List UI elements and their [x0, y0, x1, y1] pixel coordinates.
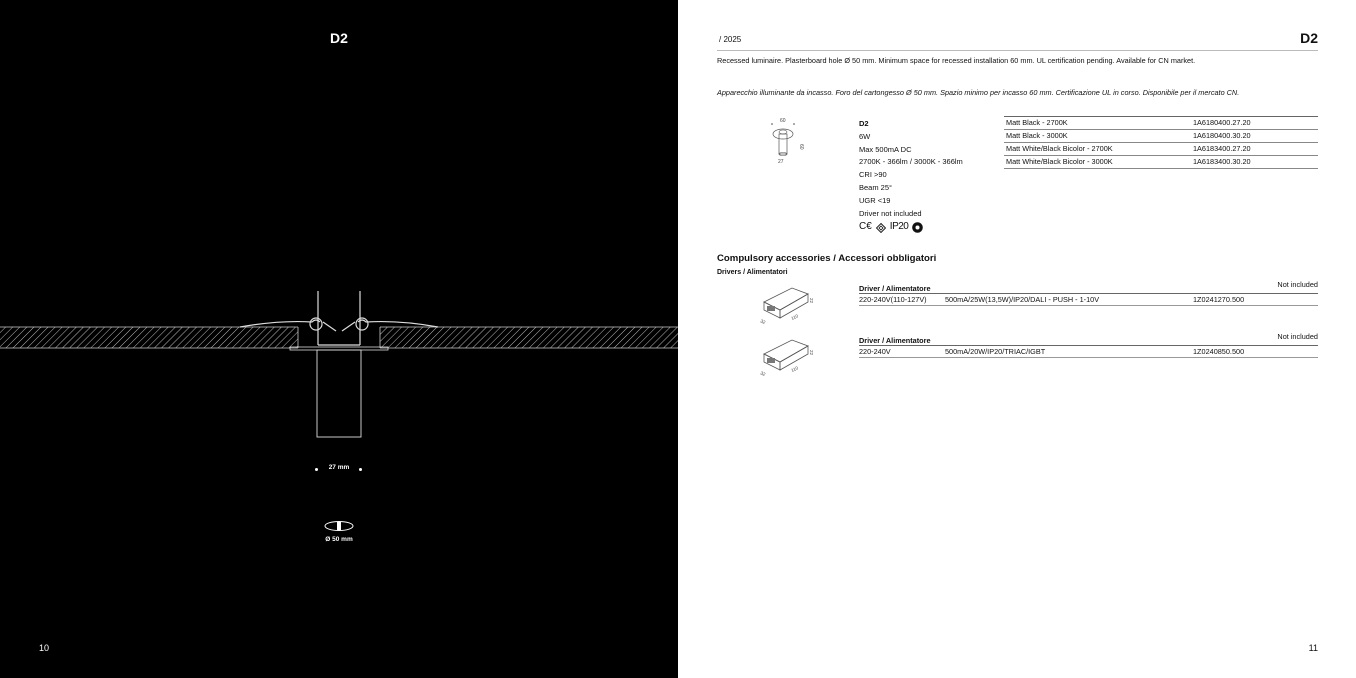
dim-bottom-label: 27: [778, 159, 784, 165]
description-english: Recessed luminaire. Plasterboard hole Ø 50 mm. Minimum space for recessed installation 60 mm. UL certification pending. Available for CN market.: [717, 56, 1196, 65]
driver-header: Driver / Alimentatore: [859, 284, 931, 293]
width-dimension-label: 27 mm: [328, 464, 350, 471]
page-number-left: 10: [39, 643, 50, 653]
driver-header: Driver / Alimentatore: [859, 336, 931, 345]
table-row: Matt Black - 2700K 1A6180400.27.20: [1004, 117, 1318, 130]
table-row: Matt Black - 3000K 1A6180400.30.20: [1004, 130, 1318, 143]
dim-top-label: 60: [780, 118, 786, 124]
spec-lumens: 2700K - 366lm / 3000K - 366lm: [859, 157, 963, 167]
spec-cri: CRI >90: [859, 170, 887, 180]
svg-text:32: 32: [759, 318, 767, 326]
ip20-rating-icon: IP20: [889, 221, 909, 233]
svg-text:22: 22: [809, 350, 814, 356]
ceiling-right-hatch: [380, 327, 678, 348]
driver-table-2: [859, 332, 1318, 358]
class-iii-icon: [876, 223, 886, 233]
spec-ugr: UGR <19: [859, 195, 891, 205]
control-gear-icon: [912, 222, 923, 233]
right-page-title: D2: [1300, 30, 1318, 46]
table-row: 220-240V 500mA/20W/IP20/TRIAC/IGBT 1Z0240850.500: [859, 346, 1318, 358]
svg-text:22: 22: [809, 298, 814, 304]
left-page-title: D2: [330, 30, 348, 46]
ceiling-left-hatch: [0, 327, 298, 348]
table-row: Matt White/Black Bicolor - 2700K 1A6183400.27.20: [1004, 143, 1318, 156]
spec-beam: Beam 25°: [859, 182, 893, 192]
driver-drawing-1: [758, 282, 828, 328]
ce-mark-icon: C€: [859, 221, 872, 233]
spec-list: [859, 118, 963, 234]
driver-note: Not included: [1277, 280, 1318, 289]
spring-clip-left: [240, 320, 320, 327]
dim-side-label: 60: [798, 144, 804, 150]
light-body: [317, 350, 361, 437]
description-italian: Apparecchio illuminante da incasso. Foro del cartongesso Ø 50 mm. Spazio minimo per incasso 60 mm. Certificazione UL in corso. Disponibile per il mercato CN.: [717, 88, 1240, 97]
right-page: [678, 0, 1356, 678]
catalog-year: / 2025: [719, 35, 742, 44]
drivers-subheading: Drivers / Alimentatori: [717, 269, 788, 276]
spring-clip-right: [358, 320, 438, 327]
spec-current: Max 500mA DC: [859, 144, 912, 154]
accessories-heading: Compulsory accessories / Accessori obbligatori: [717, 253, 937, 264]
trim-flange: [290, 347, 388, 350]
driver-note: Not included: [1277, 332, 1318, 341]
driver-table-1: [859, 280, 1318, 306]
spec-driver: Driver not included: [859, 208, 922, 218]
table-row: Matt White/Black Bicolor - 3000K 1A6183400.30.20: [1004, 156, 1318, 169]
spec-model: D2: [859, 119, 869, 128]
table-row: 220-240V(110-127V) 500mA/25W(13,5W)/IP20/DALI - PUSH - 1-10V 1Z0241270.500: [859, 294, 1318, 306]
svg-text:110: 110: [790, 365, 799, 373]
certification-icons: [859, 221, 963, 234]
svg-text:32: 32: [759, 370, 767, 378]
product-dimension-drawing: [754, 114, 814, 174]
page-number-right: 11: [1308, 643, 1318, 653]
driver-drawing-2: [758, 334, 828, 380]
variants-table: [1004, 116, 1318, 169]
svg-text:110: 110: [790, 313, 799, 321]
header-divider: [717, 50, 1318, 51]
hole-dimension-label: Ø 50 mm: [325, 536, 353, 543]
spec-power: 6W: [859, 131, 871, 141]
